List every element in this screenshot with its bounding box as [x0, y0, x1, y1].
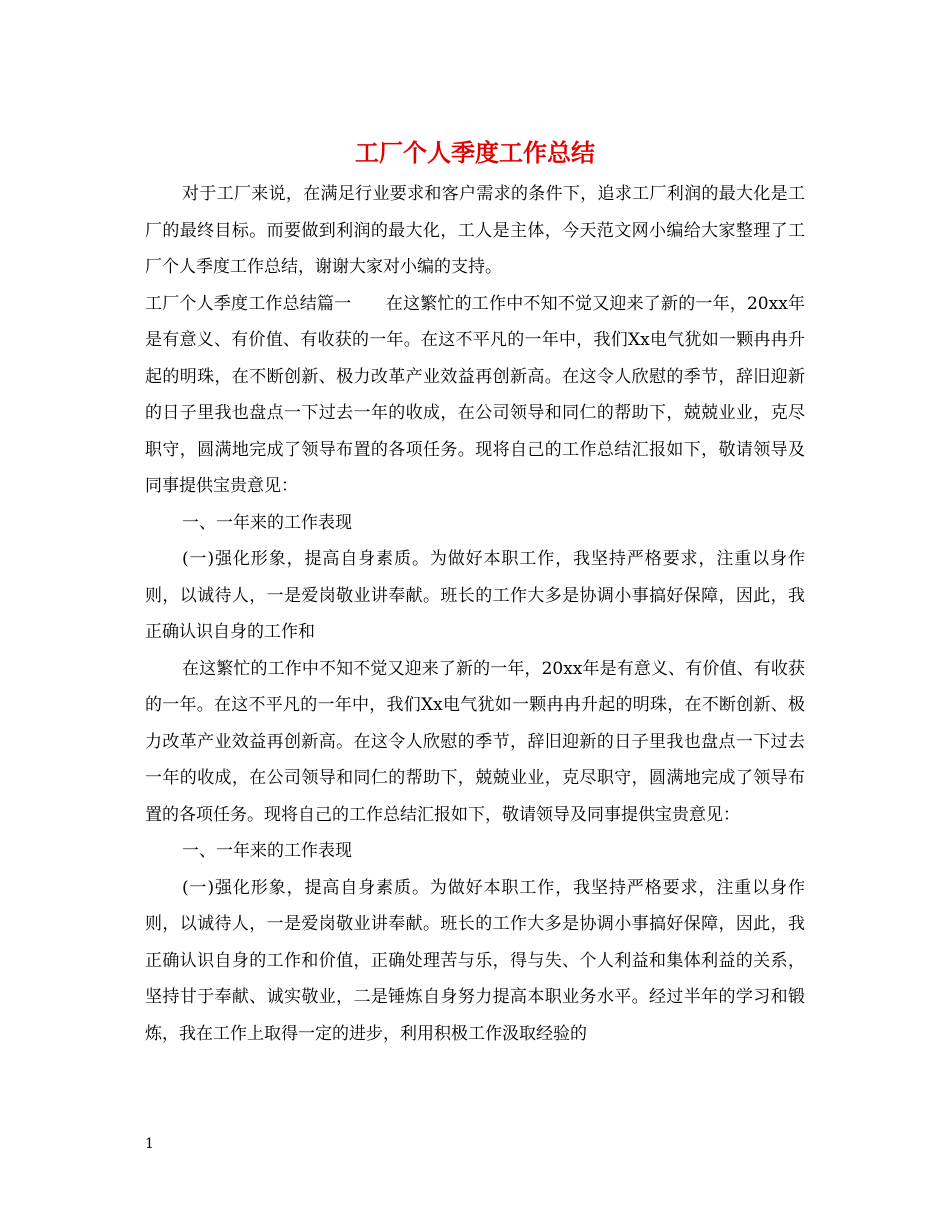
paragraph-item-2: (一)强化形象，提高自身素质。为做好本职工作，我坚持严格要求，注重以身作则，以诚待人，一是爱岗敬业讲奉献。班长的工作大多是协调小事搞好保障，因此，我正确认识自身的工作和价值，正确处理苦与乐，得与失、个人利益和集体利益的关系，坚持甘于奉献、诚实敬业，二是锤炼自身努力提高本职业务水平。经过半年的学习和锻炼，我在工作上取得一定的进步，利用积极工作汲取经验的: [145, 877, 805, 1044]
document-title: 工厂个人季度工作总结: [355, 138, 595, 167]
page-number: 1: [145, 1136, 154, 1152]
paragraph-item-1: (一)强化形象，提高自身素质。为做好本职工作，我坚持严格要求，注重以身作则，以诚待人，一是爱岗敬业讲奉献。班长的工作大多是协调小事搞好保障，因此，我正确认识自身的工作和: [145, 549, 805, 642]
paragraph-repeat: 在这繁忙的工作中不知不觉又迎来了新的一年，20xx年是有意义、有价值、有收获的一年。在这不平凡的一年中，我们Xx电气犹如一颗冉冉升起的明珠，在不断创新、极力改革产业效益再创新高。在这令人欣慰的季节，辞旧迎新的日子里我也盘点一下过去一年的收成，在公司领导和同仁的帮助下，兢兢业业，克尽职守，圆满地完成了领导布置的各项任务。现将自己的工作总结汇报如下，敬请领导及同事提供宝贵意见：: [145, 658, 805, 825]
document-body: [145, 176, 805, 1052]
paragraph-section-one: 工厂个人季度工作总结篇一 在这繁忙的工作中不知不觉又迎来了新的一年，20xx年是有意义、有价值、有收获的一年。在这不平凡的一年中，我们Xx电气犹如一颗冉冉升起的明珠，在不断创新、极力改革产业效益再创新高。在这令人欣慰的季节，辞旧迎新的日子里我也盘点一下过去一年的收成，在公司领导和同仁的帮助下，兢兢业业，克尽职守，圆满地完成了领导布置的各项任务。现将自己的工作总结汇报如下，敬请领导及同事提供宝贵意见：: [145, 293, 805, 496]
paragraph-heading-2: 一、一年来的工作表现: [182, 841, 352, 861]
paragraph-intro: 对于工厂来说，在满足行业要求和客户需求的条件下，追求工厂利润的最大化是工厂的最终目标。而要做到利润的最大化，工人是主体，今天范文网小编给大家整理了工厂个人季度工作总结，谢谢大家对小编的支持。: [145, 184, 805, 277]
paragraph-heading-1: 一、一年来的工作表现: [182, 512, 352, 533]
